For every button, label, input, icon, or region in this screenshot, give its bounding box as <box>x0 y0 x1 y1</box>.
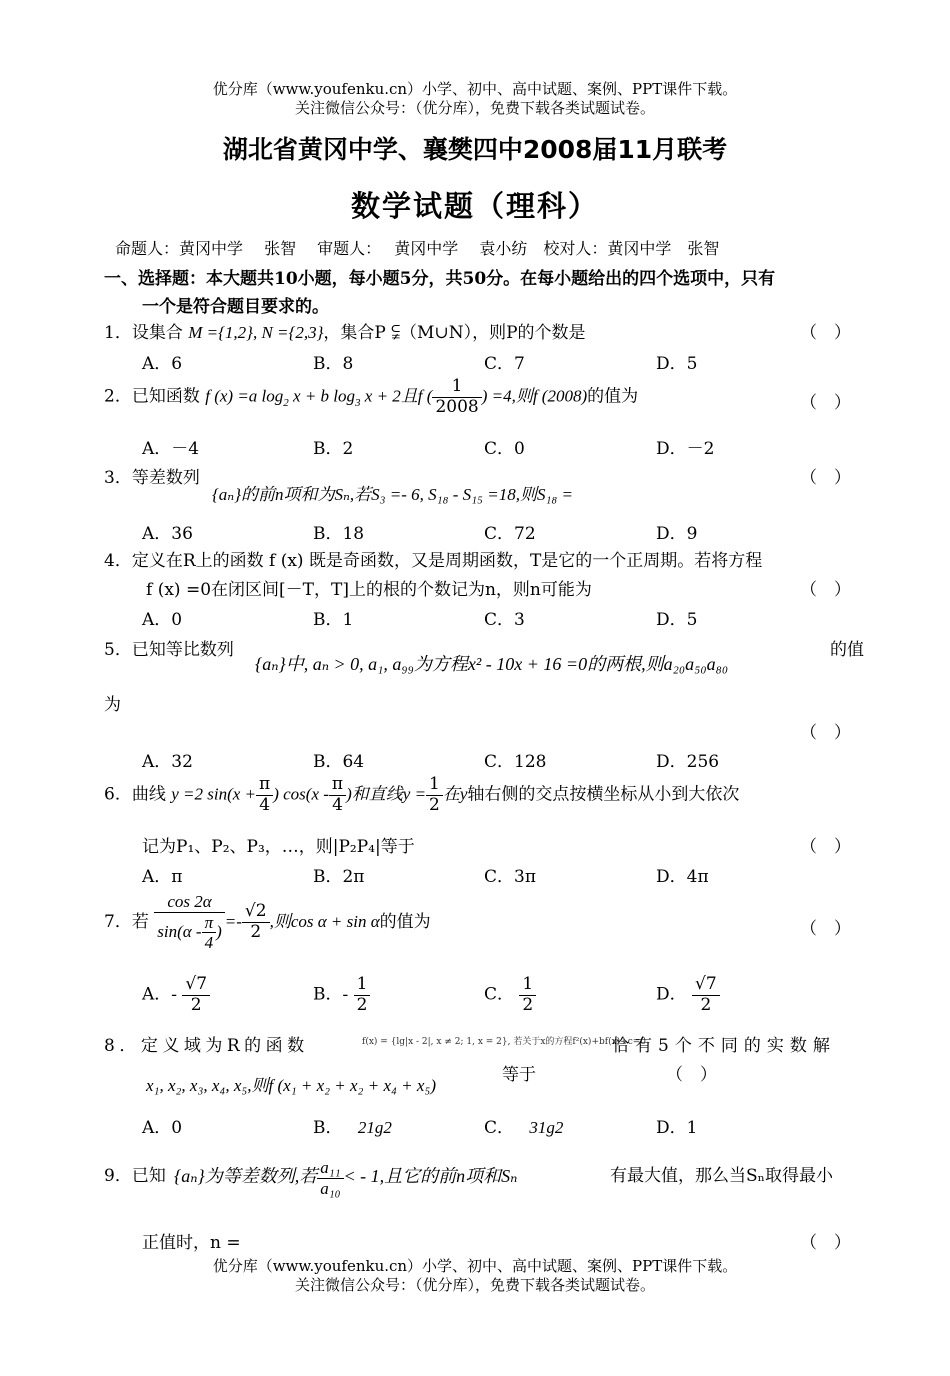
q9-fraction <box>317 1158 343 1198</box>
q3-option-d: D．9 <box>656 524 698 544</box>
q6-number: 6． <box>104 784 132 805</box>
paper-title: 湖北省黄冈中学、襄樊四中2008届11月联考 <box>222 135 728 164</box>
q7-option-d-den: 2 <box>692 995 720 1016</box>
q5-text-post: 的值 <box>830 640 864 660</box>
section-heading-line-1: 一、选择题：本大题共10小题，每小题5分，共50分。在每小题给出的四个选项中，只有 <box>104 269 776 289</box>
question-8-line-1a: 8．定义域为R的函数 <box>104 1036 309 1056</box>
q6-frac-a-den: 4 <box>256 795 273 816</box>
q6-option-b: B．2π <box>313 867 365 887</box>
question-7 <box>104 892 431 953</box>
footer-line-2: 关注微信公众号：（优分库），免费下载各类试题试卷。 <box>294 1276 655 1294</box>
q2-option-b: B．2 <box>313 439 354 459</box>
q4-option-b: B．1 <box>313 610 354 630</box>
q6-frac-b-num: π <box>331 774 344 794</box>
question-4-line-1: 4．定义在R上的函数 f (x) 既是奇函数，又是周期函数，T是它的一个正周期。若将方程 <box>104 551 763 571</box>
q7-option-a-minus: - <box>171 984 177 1004</box>
q2-sub-2: 3 <box>355 396 361 409</box>
q7-rhs-den: 2 <box>242 922 270 943</box>
q7-frac-den-close: ) <box>216 921 222 941</box>
q7-frac-num: cos 2α <box>167 892 212 911</box>
q8-piecewise-small: f(x) = {lg|x - 2|, x ≠ 2; 1, x = 2}, 若关于x的方程f²(x)+bf(x)+c=0 <box>362 1037 647 1047</box>
q8-text-post: 等于 <box>502 1065 536 1085</box>
question-5-lead <box>104 635 234 660</box>
q3-option-c: C．72 <box>484 524 536 544</box>
question-3-lead <box>104 463 200 488</box>
q6-frac-c-num: 1 <box>429 774 440 794</box>
header-line-2: 关注微信公众号：（优分库），免费下载各类试题试卷。 <box>294 99 655 117</box>
q7-option-d-fraction <box>692 975 720 1015</box>
q2-number: 2． <box>104 386 132 407</box>
q2-fraction <box>432 377 481 417</box>
q9-frac-den: a₁₀ <box>317 1178 343 1199</box>
q9-text-pre: 已知 <box>131 1166 166 1186</box>
q7-option-a-fraction <box>182 975 210 1015</box>
q5-expr: {aₙ}中, aₙ > 0, a₁, a₉₉为方程x² - 10x + 16 =0的两根,则a₂₀a₅₀a₈₀ <box>255 654 729 674</box>
q7-option-d-label: D． <box>656 984 687 1005</box>
q7-option-b-minus: - <box>342 984 349 1004</box>
q2-option-d: D．－2 <box>656 439 715 459</box>
q6-frac-a-num: π <box>259 774 271 794</box>
q1-option-a: A．6 <box>142 354 183 374</box>
q3-text-pre: 等差数列 <box>131 468 200 488</box>
q7-option-c-den: 2 <box>519 995 536 1016</box>
q3-option-b: B．18 <box>313 524 365 544</box>
q1-option-d: D．5 <box>656 354 698 374</box>
q7-option-c-fraction <box>519 975 536 1015</box>
q1-text-post: ，则P的个数是 <box>472 323 586 343</box>
q2-option-a: A．－4 <box>142 439 200 459</box>
q7-rhs-num: √2 <box>244 901 267 922</box>
q7-option-a-label: A． <box>142 984 172 1005</box>
q4-answer-paren: （ ） <box>800 580 851 600</box>
q1-text-pre: 设集合 <box>131 323 183 343</box>
q5-answer-paren: （ ） <box>800 723 851 743</box>
q6-expr-4: 在y <box>442 784 468 804</box>
q1-expr: M ={1,2}, N ={2,3} <box>188 323 324 342</box>
q8-answer-paren: （ ） <box>666 1065 717 1085</box>
q7-rhs-fraction <box>242 902 270 942</box>
q2-frac-num: 1 <box>451 376 463 396</box>
q5-option-b: B．64 <box>313 752 365 772</box>
q9-expr <box>174 1158 517 1198</box>
q7-expr-post: ,则cos α + sin α <box>269 911 380 931</box>
q8-option-b-value: 21g2 <box>357 1118 392 1137</box>
question-4-line-2: f (x) =0在闭区间[－T，T]上的根的个数记为n，则n可能为 <box>146 580 592 600</box>
q4-option-d: D．5 <box>656 610 698 630</box>
q2-answer-paren: （ ） <box>800 393 851 413</box>
q6-frac-b-den: 4 <box>329 795 346 816</box>
q9-expr-1: {aₙ}为等差数列,若 <box>174 1166 318 1187</box>
q7-option-c-label: C． <box>484 984 515 1005</box>
q9-frac-num: a₁₁ <box>320 1158 341 1177</box>
q3-option-a: A．36 <box>142 524 193 544</box>
q5-option-c: C．128 <box>484 752 547 772</box>
q7-answer-paren: （ ） <box>800 919 851 939</box>
question-9-line-2: 正值时，n = <box>142 1233 241 1253</box>
q5-option-a: A．32 <box>142 752 193 772</box>
q1-option-c: C．7 <box>484 354 525 374</box>
q9-expr-2: < - 1,且它的前n项和Sₙ <box>343 1166 518 1187</box>
q1-text-mid: ，集合P <box>323 323 386 343</box>
q5-option-d: D．256 <box>656 752 720 772</box>
q5-number: 5． <box>104 640 132 660</box>
q2-text-post: 的值为 <box>587 386 639 407</box>
q2-expr-2: x + b log <box>288 386 356 406</box>
q6-option-c: C．3π <box>484 867 536 887</box>
q8-option-b <box>313 1113 392 1138</box>
question-6-line-2: 记为P₁、P₂、P₃，…，则|P₂P₄|等于 <box>142 837 415 857</box>
q5-text-pre: 已知等比数列 <box>131 640 234 660</box>
q1-set: （M∪N） <box>400 323 473 343</box>
q2-expr-1: f (x) =a log <box>205 386 284 406</box>
q4-option-a: A．0 <box>142 610 183 630</box>
footer-line-1: 优分库（www.youfenku.cn）小学、初中、高中试题、案例、PPT课件下载。 <box>212 1257 738 1275</box>
q2-expr-4: ) =4,则f (2008) <box>481 386 588 406</box>
q2-option-c: C．0 <box>484 439 525 459</box>
question-2 <box>104 377 638 417</box>
q7-option-b-num: 1 <box>356 974 368 994</box>
q2-frac-den: 2008 <box>432 397 481 418</box>
q8-option-b-label: B． <box>313 1118 343 1138</box>
q6-expr-2: ) cos(x - <box>273 784 329 804</box>
q9-answer-paren: （ ） <box>800 1233 851 1253</box>
q8-option-c-label: C． <box>484 1118 515 1138</box>
q7-option-b-fraction <box>354 975 371 1015</box>
q7-option-a <box>142 975 210 1015</box>
q7-option-b <box>313 975 370 1015</box>
q6-expr-1: y =2 sin(x + <box>171 784 257 804</box>
q7-option-a-den: 2 <box>182 995 210 1016</box>
q6-option-d: D．4π <box>656 867 709 887</box>
q6-text-post: 轴右侧的交点按横坐标从小到大依次 <box>467 784 740 805</box>
q7-option-b-den: 2 <box>354 995 371 1016</box>
q8-option-c <box>484 1113 563 1138</box>
q9-number: 9． <box>104 1166 132 1186</box>
q4-option-c: C．3 <box>484 610 525 630</box>
q7-option-d <box>656 975 720 1015</box>
q7-frac-den-text: sin(α - <box>157 921 202 941</box>
q5-tail: 为 <box>104 695 121 715</box>
q7-option-a-num: √7 <box>185 974 208 994</box>
header-line-1: 优分库（www.youfenku.cn）小学、初中、高中试题、案例、PPT课件下载。 <box>212 80 738 98</box>
q6-option-a: A．π <box>142 867 183 887</box>
q6-expr-3: )和直线y = <box>346 784 427 804</box>
question-8-line-1b: 恰有5个不同的实数解 <box>612 1036 836 1056</box>
q2-expr-3: x + 2且f ( <box>360 386 433 406</box>
credits: 命题人：黄冈中学 张智 审题人： 黄冈中学 袁小纺 校对人：黄冈中学 张智 <box>115 239 720 258</box>
q6-frac-pi-4-b <box>329 775 346 815</box>
q7-text-pre: 若 <box>131 911 149 932</box>
q7-main-fraction <box>154 892 225 953</box>
section-heading-line-2: 一个是符合题目要求的。 <box>142 297 329 317</box>
q1-answer-paren: （ ） <box>800 323 851 343</box>
q1-option-b: B．8 <box>313 354 354 374</box>
q7-text-post: 的值为 <box>379 911 431 932</box>
q8-option-a: A．0 <box>142 1118 183 1138</box>
q7-frac-den <box>154 912 225 953</box>
q7-frac-den-pi4 <box>202 913 217 953</box>
q2-sub-1: 2 <box>283 396 289 409</box>
q8-option-d: D．1 <box>656 1118 698 1138</box>
q1-number: 1． <box>104 323 132 343</box>
q8-expr: x₁, x₂, x₃, x₄, x₅,则f (x₁ + x₂ + x₂ + x₄ + x₅) <box>146 1076 436 1095</box>
q7-option-b-label: B． <box>313 984 343 1005</box>
question-1 <box>104 318 586 343</box>
q6-frac-1-2 <box>426 775 443 815</box>
question-8-line-2 <box>146 1071 436 1096</box>
q6-text-pre: 曲线 <box>131 784 166 805</box>
q7-option-d-num: √7 <box>695 974 717 994</box>
paper-subtitle: 数学试题（理科） <box>350 189 599 223</box>
q3-answer-paren: （ ） <box>800 468 851 488</box>
q7-pi: π <box>204 912 214 932</box>
q6-frac-c-den: 2 <box>426 795 443 816</box>
q7-four: 4 <box>202 932 217 953</box>
q7-option-c-num: 1 <box>522 974 534 994</box>
q6-frac-pi-4-a <box>256 775 273 815</box>
q3-expr: {aₙ}的前n项和为Sₙ,若S₃ =- 6, S₁₈ - S₁₅ =18,则S₁₈ = <box>212 485 573 504</box>
q6-answer-paren: （ ） <box>800 837 851 857</box>
q2-text-pre: 已知函数 <box>131 386 200 407</box>
q9-text-post: 有最大值，那么当Sₙ取得最小 <box>610 1166 833 1186</box>
q7-number: 7． <box>104 911 132 932</box>
q8-option-c-value: 31g2 <box>529 1118 564 1137</box>
q1-subset-symbol: ⫋ <box>391 319 401 343</box>
question-9-lead <box>104 1161 166 1186</box>
q7-option-c <box>484 975 536 1015</box>
question-6 <box>104 775 739 815</box>
q3-number: 3． <box>104 468 132 488</box>
q7-equals: =- <box>224 911 242 931</box>
